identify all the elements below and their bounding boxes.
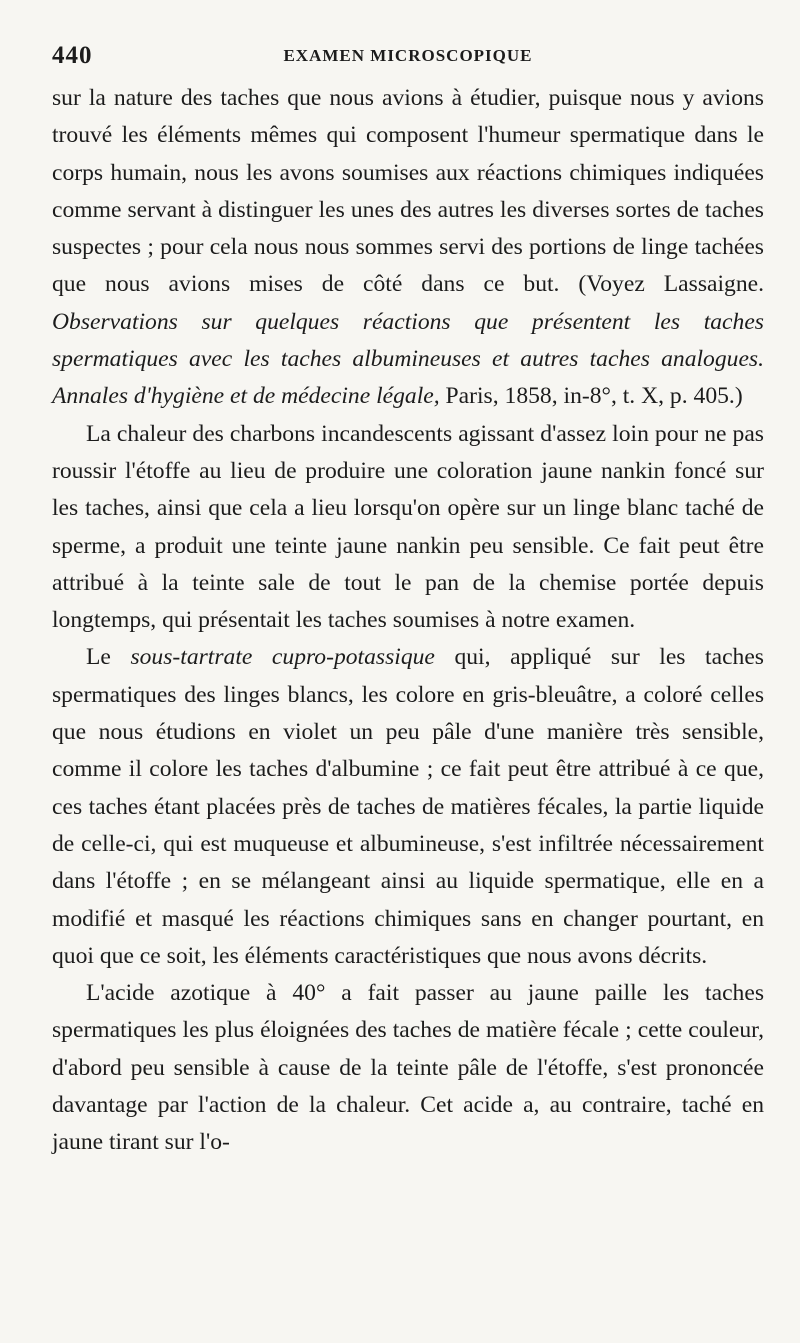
paragraph-1-citation-end: Paris, 1858, in-8°, t. X, p. 405.) <box>439 383 743 410</box>
paragraph-2 <box>52 416 764 640</box>
page-header <box>52 40 764 80</box>
paragraph-2-text: La chaleur des charbons incandescents agissant d'assez loin pour ne pas roussir l'étoffe au lieu de produire une coloration jaune nankin foncé sur les taches, ainsi que cela a lieu lorsqu'on opère sur un linge blanc taché de sperme, a produit une teinte jaune nankin peu sensible. Ce fait peut être attribué à la teinte sale de tout le pan de la chemise portée depuis longtemps, qui présentait les taches soumises à notre examen. <box>52 420 764 634</box>
paragraph-3-lead: Le <box>86 644 131 671</box>
reagent-italic: sous-tartrate cupro-potassique <box>130 644 435 671</box>
paragraph-4 <box>52 975 764 1161</box>
paragraph-3 <box>52 639 764 975</box>
running-head: EXAMEN MICROSCOPIQUE <box>283 46 533 65</box>
paragraph-4-text: L'acide azotique à 40° a fait passer au jaune paille les taches spermatiques les plus éloignées des taches de matière fécale ; cette couleur, d'abord peu sensible à cause de la teinte pâle de l'étoffe, s'est prononcée davantage par l'action de la chaleur. Cet acide a, au contraire, taché en jaune tirant sur l'o- <box>52 980 764 1156</box>
citation-italic: Observations sur quelques réactions que présentent les taches spermatiques avec les taches albumineuses et autres taches analogues. Annales d'hygiène et de médecine légale, <box>52 308 764 410</box>
book-page <box>52 40 764 1162</box>
page-number: 440 <box>52 42 93 69</box>
paragraph-3-text: qui, appliqué sur les taches spermatiques des linges blancs, les colore en gris-bleuâtre, a coloré celles que nous étudions en violet un peu pâle d'une manière très sensible, comme il colore les taches d'albumine ; ce fait peut être attribué à ce que, ces taches étant placées près de taches de matières fécales, la partie liquide de celle-ci, qui est muqueuse et albumineuse, s'est infiltrée nécessairement dans l'étoffe ; en se mélangeant ainsi au liquide spermatique, elle en a modifié et masqué les réactions chimiques sans en changer pourtant, en quoi que ce soit, les éléments caractéristiques que nous avons décrits. <box>52 644 764 969</box>
paragraph-1 <box>52 80 764 416</box>
paragraph-1-text: sur la nature des taches que nous avions à étudier, puisque nous y avions trouvé les éléments mêmes qui composent l'humeur spermatique dans le corps humain, nous les avons soumises aux réactions chimiques indiquées comme servant à distinguer les unes des autres les diverses sortes de taches suspectes ; pour cela nous nous sommes servi des portions de linge tachées que nous avions mises de côté dans ce but. (Voyez Lassaigne. <box>52 85 764 298</box>
